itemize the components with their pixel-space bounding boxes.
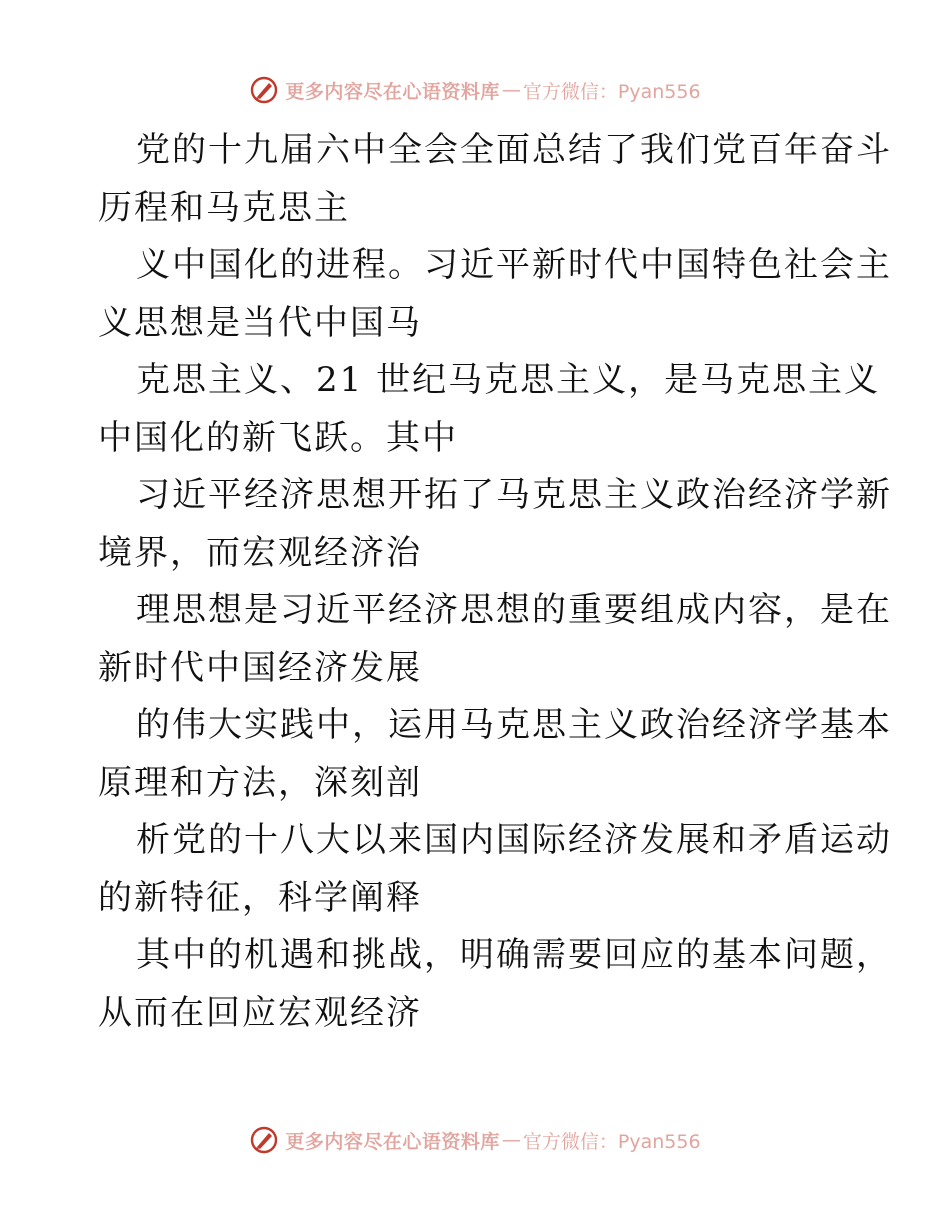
- body-line: 的新特征，科学阐释: [98, 877, 422, 918]
- body-line: 原理和方法，深刻剖: [98, 762, 422, 803]
- body-line: 的伟大实践中，运用马克思主义政治经济学基本: [136, 705, 892, 745]
- body-line: 新时代中国经济发展: [98, 647, 422, 688]
- watermark-contact-text: 官方微信：Pyan556: [522, 1130, 701, 1153]
- body-line: 理思想是习近平经济思想的重要组成内容，是在: [136, 590, 892, 630]
- watermark-contact-text: 官方微信：Pyan556: [522, 80, 701, 103]
- watermark-main-text: 更多内容尽在心语资料库: [285, 1130, 500, 1153]
- header-watermark: [0, 72, 950, 108]
- body-line: 义思想是当代中国马: [98, 302, 422, 343]
- footer-watermark: [0, 1122, 950, 1158]
- body-line: 中国化的新飞跃。其中: [98, 417, 458, 458]
- watermark-separator: —: [501, 1129, 521, 1151]
- body-line: 义中国化的进程。习近平新时代中国特色社会主: [136, 245, 892, 285]
- body-line: 习近平经济思想开拓了马克思主义政治经济学新: [136, 475, 892, 515]
- quill-pen-logo-icon: [249, 1125, 279, 1155]
- body-line: 党的十九届六中全会全面总结了我们党百年奋斗: [136, 130, 892, 170]
- document-body: [98, 122, 892, 1042]
- watermark-main-text: 更多内容尽在心语资料库: [285, 80, 500, 103]
- body-line: 从而在回应宏观经济: [98, 992, 422, 1033]
- quill-pen-logo-icon: [249, 75, 279, 105]
- body-line: 析党的十八大以来国内国际经济发展和矛盾运动: [136, 820, 892, 860]
- body-line: 境界，而宏观经济治: [98, 532, 422, 573]
- body-line: 历程和马克思主: [98, 187, 350, 228]
- body-line: 克思主义、21 世纪马克思主义，是马克思主义: [136, 360, 881, 400]
- body-line: 其中的机遇和挑战，明确需要回应的基本问题，: [136, 935, 892, 975]
- watermark-separator: —: [501, 79, 521, 101]
